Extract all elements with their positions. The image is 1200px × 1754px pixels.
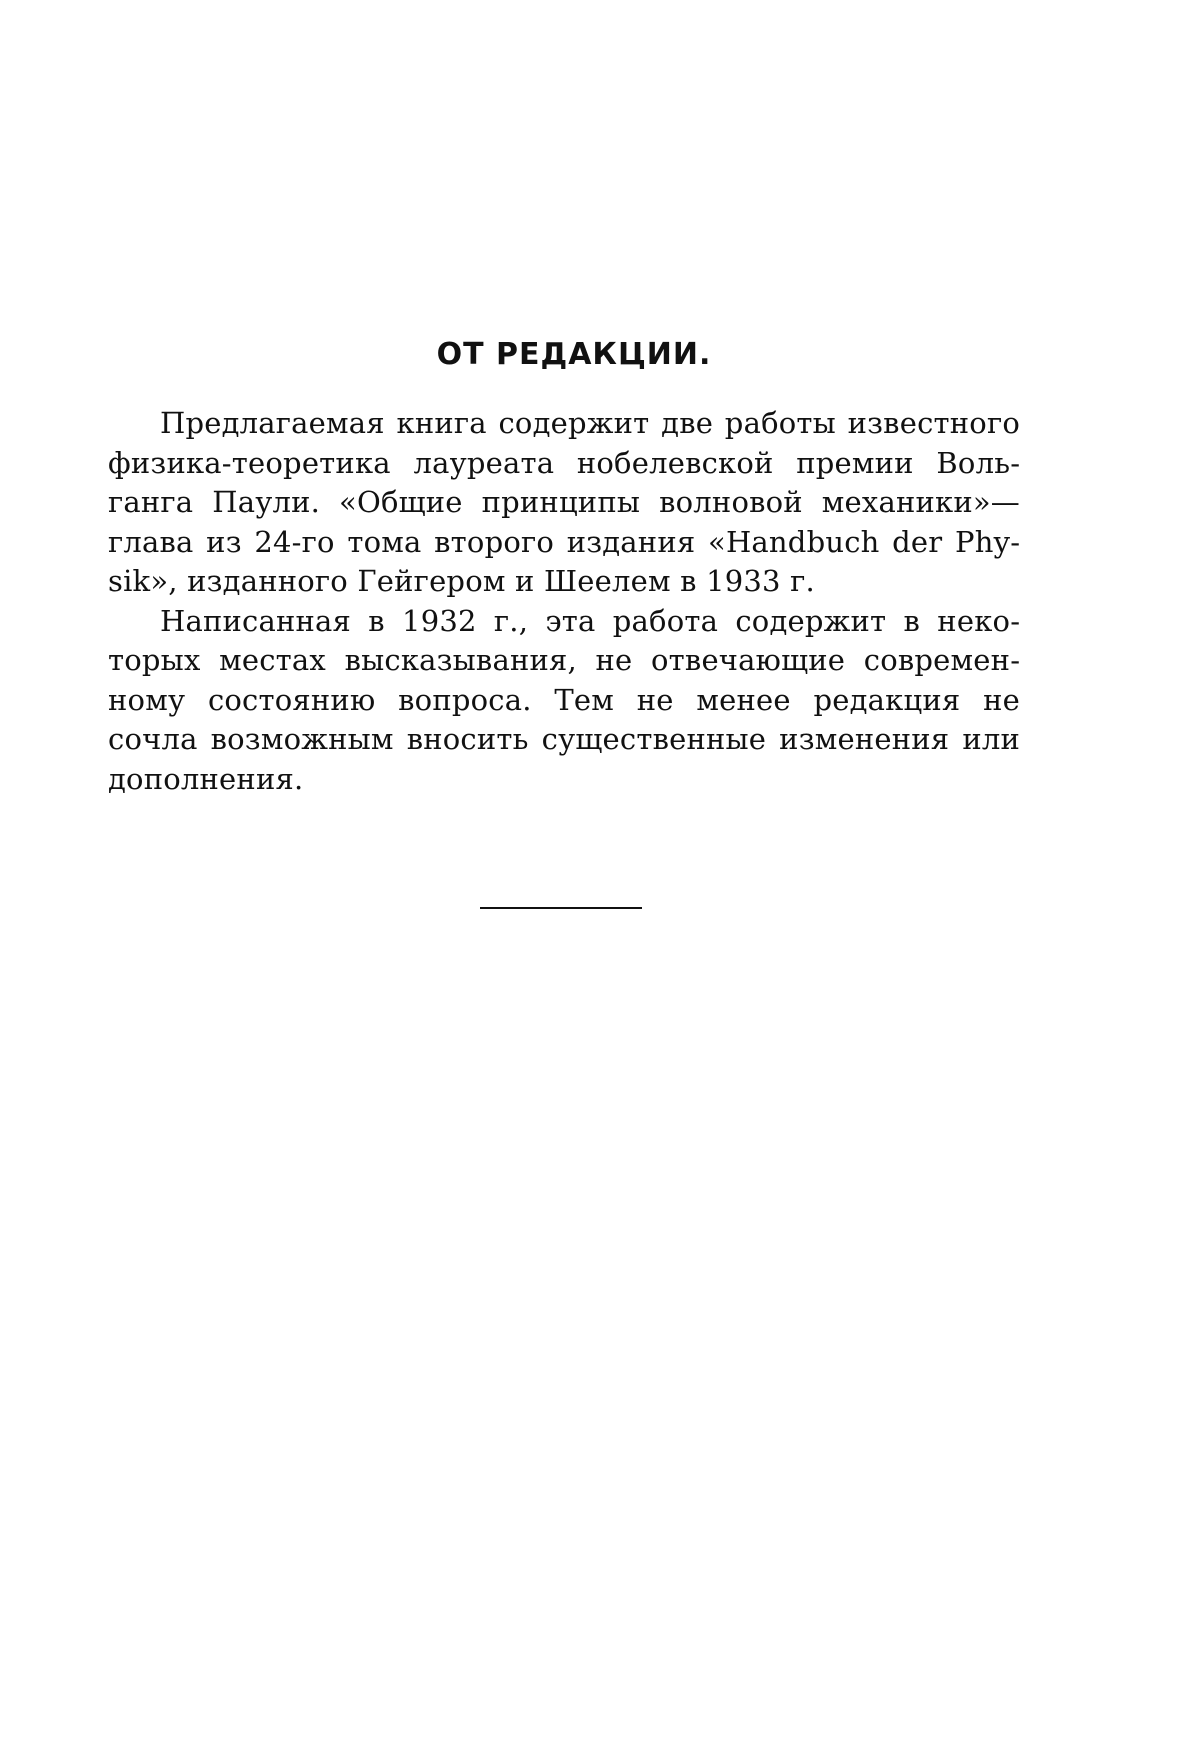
paragraph-1: Предлагаемая книга содержит две работы известного физика-теоретика лауреата нобелевской премии Вольганга Паули. «Общие принципы волновой механики»— глава из 24-го тома второго издания «Handbuch der Physik», изданного Гейгером и Шеелем в 1933 г. (108, 406, 1020, 598)
divider-rule (480, 907, 642, 909)
paragraph-2: Написанная в 1932 г., эта работа содержит в некоторых местах высказывания, не отвечающие современному состоянию вопроса. Тем не менее редакция не сочла возможным вносить существенные изменения или дополнения. (108, 603, 1020, 796)
editorial-note (108, 330, 1020, 799)
page-title: ОТ РЕДАКЦИИ. (436, 337, 712, 372)
